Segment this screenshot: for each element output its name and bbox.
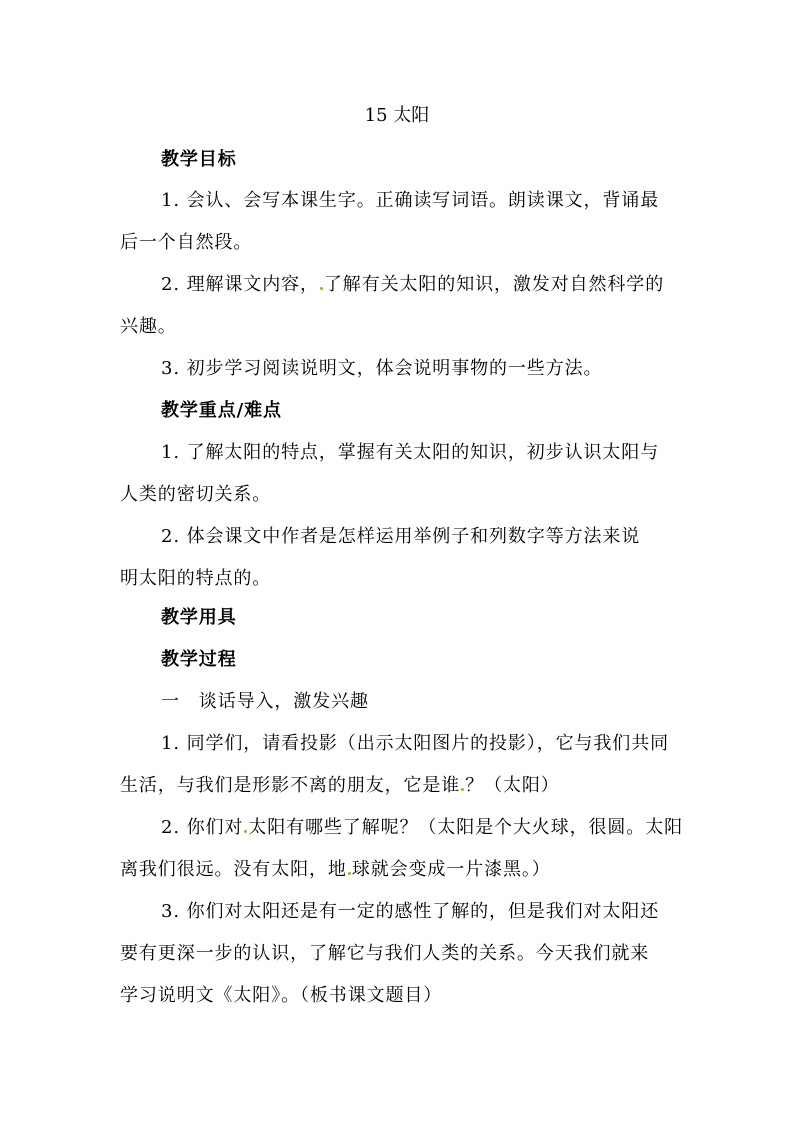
para-3-line-1: 3. 你们对太阳还是有一定的感性了解的，但是我们对太阳还 [161,901,660,922]
para-2-text-c: 离我们很远。没有太阳，地 [120,859,347,880]
goal-3: 3. 初步学习阅读说明文，体会说明事物的一些方法。 [161,358,603,379]
goal-2-text-a: 2. 理解课文内容， [161,274,319,295]
goals-heading: 教学目标 [161,149,237,170]
key-2-line-2: 明太阳的特点的。 [120,568,272,589]
para-3-line-3: 学习说明文《太阳》。（板书课文题目） [120,985,443,1006]
key-1-line-2: 人类的密切关系。 [120,484,272,505]
step-intro: 一 谈话导入，激发兴趣 [161,691,369,712]
para-1-text-a: 生活，与我们是形影不离的朋友，它是谁 [120,775,461,796]
para-2-text-d: 球就会变成一片漆黑。） [351,859,551,880]
marker-dot [320,287,323,290]
marker-dot [348,872,351,875]
para-1-line-1: 1. 同学们，请看投影（出示太阳图片的投影），它与我们共同 [161,733,669,754]
para-1-text-b: ？（太阳） [465,775,560,796]
goal-2-text-b: 了解有关太阳的知识，激发对自然科学的 [323,274,665,295]
goal-2-line-2: 兴趣。 [120,316,177,337]
tools-heading: 教学用具 [161,607,237,628]
page-title: 15 太阳 [364,105,430,126]
key-2-line-1: 2. 体会课文中作者是怎样运用举例子和列数字等方法来说 [161,526,641,547]
goal-1-line-1: 1. 会认、会写本课生字。正确读写词语。朗读课文，背诵最 [161,190,660,211]
marker-dot [244,830,247,833]
marker-dot [461,788,464,791]
para-1-line-2 [120,774,560,798]
para-2-line-2 [120,858,551,882]
goal-2-line-1 [161,273,664,297]
goal-1-line-2: 后一个自然段。 [120,232,253,253]
para-2-line-1 [161,816,683,840]
key-1-line-1: 1. 了解太阳的特点，掌握有关太阳的知识，初步认识太阳与 [161,442,660,463]
para-2-text-a: 2. 你们对 [161,817,244,838]
para-3-line-2: 要有更深一步的认识，了解它与我们人类的关系。今天我们就来 [120,943,650,964]
key-points-heading: 教学重点/难点 [161,400,282,421]
para-2-text-b: 太阳有哪些了解呢？（太阳是个大火球，很圆。太阳 [248,817,683,838]
process-heading: 教学过程 [161,649,237,670]
